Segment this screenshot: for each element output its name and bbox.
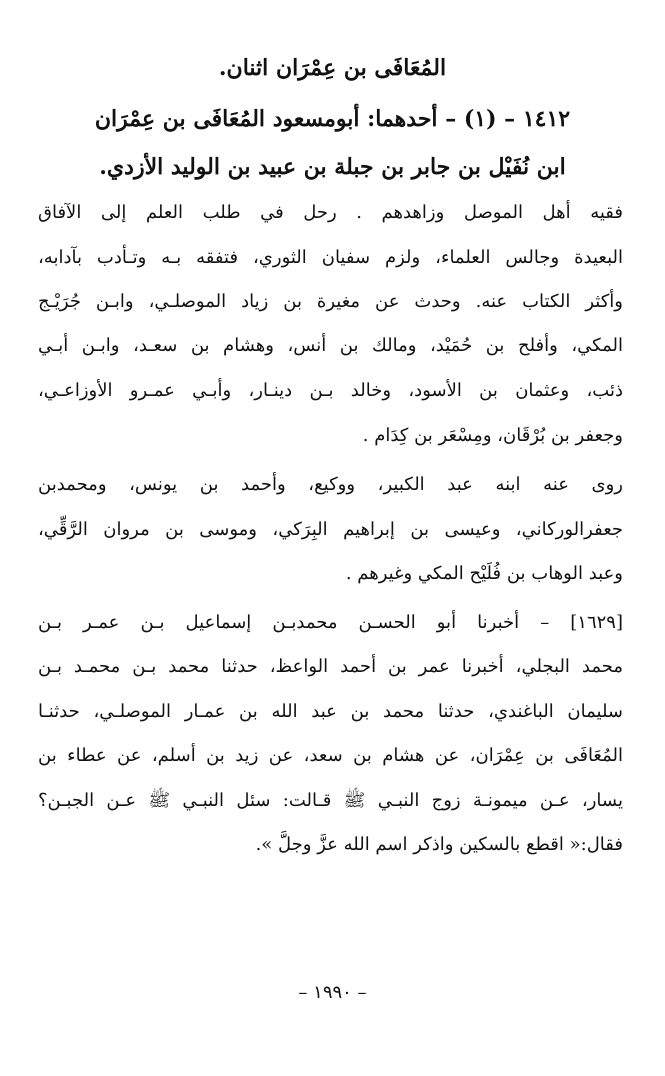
text-line: فقيه أهل الموصل وزاهدهم . رحل في طلب العلم إلى الآفاق xyxy=(38,202,623,223)
text-line: وأكثر الكتاب عنه. وحدث عن مغيرة بن زياد الموصلـي، وابـن جُرَيْـج xyxy=(38,291,623,312)
text-line: يسار، عـن ميمونـة زوج النبـي ﷺ قـالت: سئل النبـي ﷺ عـن الجبـن؟ xyxy=(38,790,623,811)
entry-lineage: ابن نُفَيْل بن جابر بن جبلة بن عبيد بن الوليد الأزدي. xyxy=(99,154,566,180)
text-line: فقال:« اقطع بالسكين واذكر اسم الله عزَّ وجلَّ ». xyxy=(255,834,623,855)
text-line: ذئب، وعثمان بن الأسود، وخالد بـن دينـار، وأبـي عمـرو الأوزاعـي، xyxy=(38,380,623,401)
entry-title: ١٤١٢ – (١) – أحدهما: أبومسعود المُعَافَى بن عِمْرَان xyxy=(94,106,571,132)
entry-heading: المُعَافَى بن عِمْرَان اثنان. xyxy=(218,55,447,81)
text-line: البعيدة وجالس العلماء، ولزم سفيان الثوري، فتفقه بـه وتـأدب بآدابه، xyxy=(38,247,623,268)
text-line: سليمان الباغندي، حدثنا محمد بن عبد الله بن عمـار الموصلـي، حدثنـا xyxy=(38,701,623,722)
page-number: – ١٩٩٠ – xyxy=(298,982,367,1003)
text-line: روى عنه ابنه عبد الكبير، ووكيع، وأحمد بن يونس، ومحمدبن xyxy=(38,474,623,495)
text-line: وعبد الوهاب بن فُلَيْح المكي وغيرهم . xyxy=(345,563,623,584)
text-line: وجعفر بن بُرْقَان، ومِسْعَر بن كِدَام . xyxy=(362,425,623,446)
text-line: محمد البجلي، أخبرنا عمر بن أحمد الواعظ، حدثنا محمد بـن محمـد بـن xyxy=(38,656,623,677)
text-line: المكي، وأفلح بن حُمَيْد، ومالك بن أنس، وهشام بن سعـد، وابـن أبـي xyxy=(38,335,623,356)
text-line: المُعَافَى بن عِمْرَان، عن هشام بن سعد، عن زيد بن أسلم، عن عطاء بن xyxy=(38,745,623,766)
text-line: جعفرالوركاني، وعيسى بن إبراهيم البِرَكي، وموسى بن مروان الرَّقِّي، xyxy=(38,519,623,540)
text-line: [١٦٢٩] – أخبرنا أبو الحسـن محمدبـن إسماعيل بـن عمـر بـن xyxy=(38,612,623,633)
